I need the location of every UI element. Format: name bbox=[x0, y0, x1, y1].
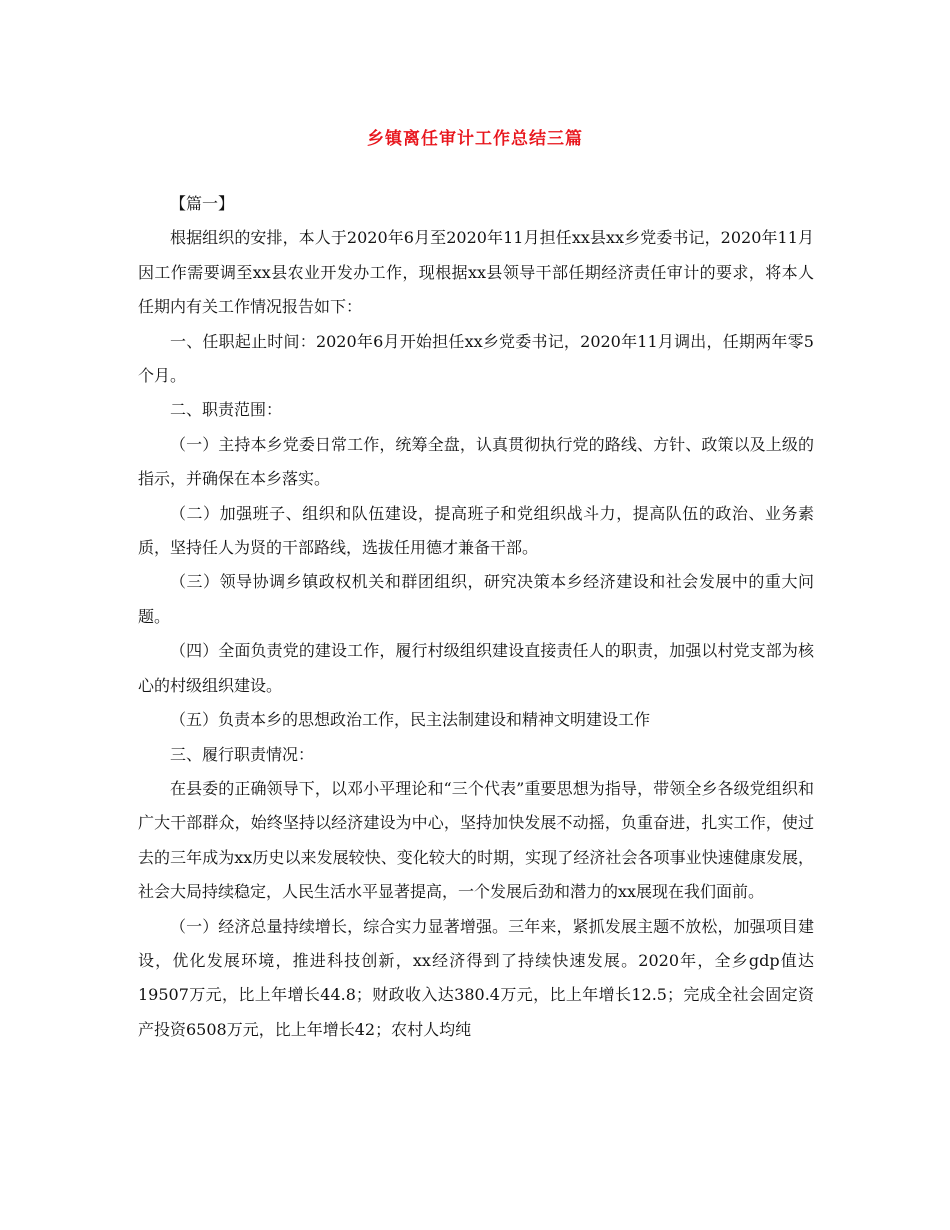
paragraph: 二、职责范围： bbox=[170, 400, 283, 420]
paragraph: 三、履行职责情况： bbox=[170, 744, 315, 764]
paragraph: （五）负责本乡的思想政治工作，民主法制建设和精神文明建设工作 bbox=[170, 710, 651, 730]
paragraph: （一）主持本乡党委日常工作，统筹全盘，认真贯彻执行党的路线、方针、政策以及上级的指示，并确保在本乡落实。 bbox=[138, 434, 814, 489]
paragraph: （一）经济总量持续增长，综合实力显著增强。三年来，紧抓发展主题不放松，加强项目建设，优化发展环境，推进科技创新，xx经济得到了持续快速发展。2020年，全乡gdp值达19507万元，比上年增长44.8；财政收入达380.4万元，比上年增长12.5；完成全社会固定资产投资6508万元，比上年增长42；农村人均纯 bbox=[138, 916, 814, 1039]
paragraph: （四）全面负责党的建设工作，履行村级组织建设直接责任人的职责，加强以村党支部为核心的村级组织建设。 bbox=[138, 641, 814, 695]
paragraph: 一、任职起止时间：2020年6月开始担任xx乡党委书记，2020年11月调出，任期两年零5个月。 bbox=[138, 331, 814, 386]
paragraph: 在县委的正确领导下，以邓小平理论和“三个代表”重要思想为指导，带领全乡各级党组织和广大干部群众，始终坚持以经济建设为中心，坚持加快发展不动摇，负重奋进，扎实工作，使过去的三年成为xx历史以来发展较快、变化较大的时期，实现了经济社会各项事业快速健康发展，社会大局持续稳定，人民生活水平显著提高，一个发展后劲和潜力的xx展现在我们面前。 bbox=[138, 778, 814, 902]
document-title: 乡镇离任审计工作总结三篇 bbox=[367, 129, 583, 149]
section-heading: 【篇一】 bbox=[170, 194, 235, 213]
document-body bbox=[138, 187, 814, 1047]
paragraph: （三）领导协调乡镇政权机关和群团组织，研究决策本乡经济建设和社会发展中的重大问题。 bbox=[138, 572, 814, 626]
paragraph: （二）加强班子、组织和队伍建设，提高班子和党组织战斗力，提高队伍的政治、业务素质，坚持任人为贤的干部路线，选拔任用德才兼备干部。 bbox=[138, 503, 814, 558]
paragraph: 根据组织的安排，本人于2020年6月至2020年11月担任xx县xx乡党委书记，2020年11月因工作需要调至xx县农业开发办工作，现根据xx县领导干部任期经济责任审计的要求，将本人任期内有关工作情况报告如下： bbox=[138, 228, 814, 317]
